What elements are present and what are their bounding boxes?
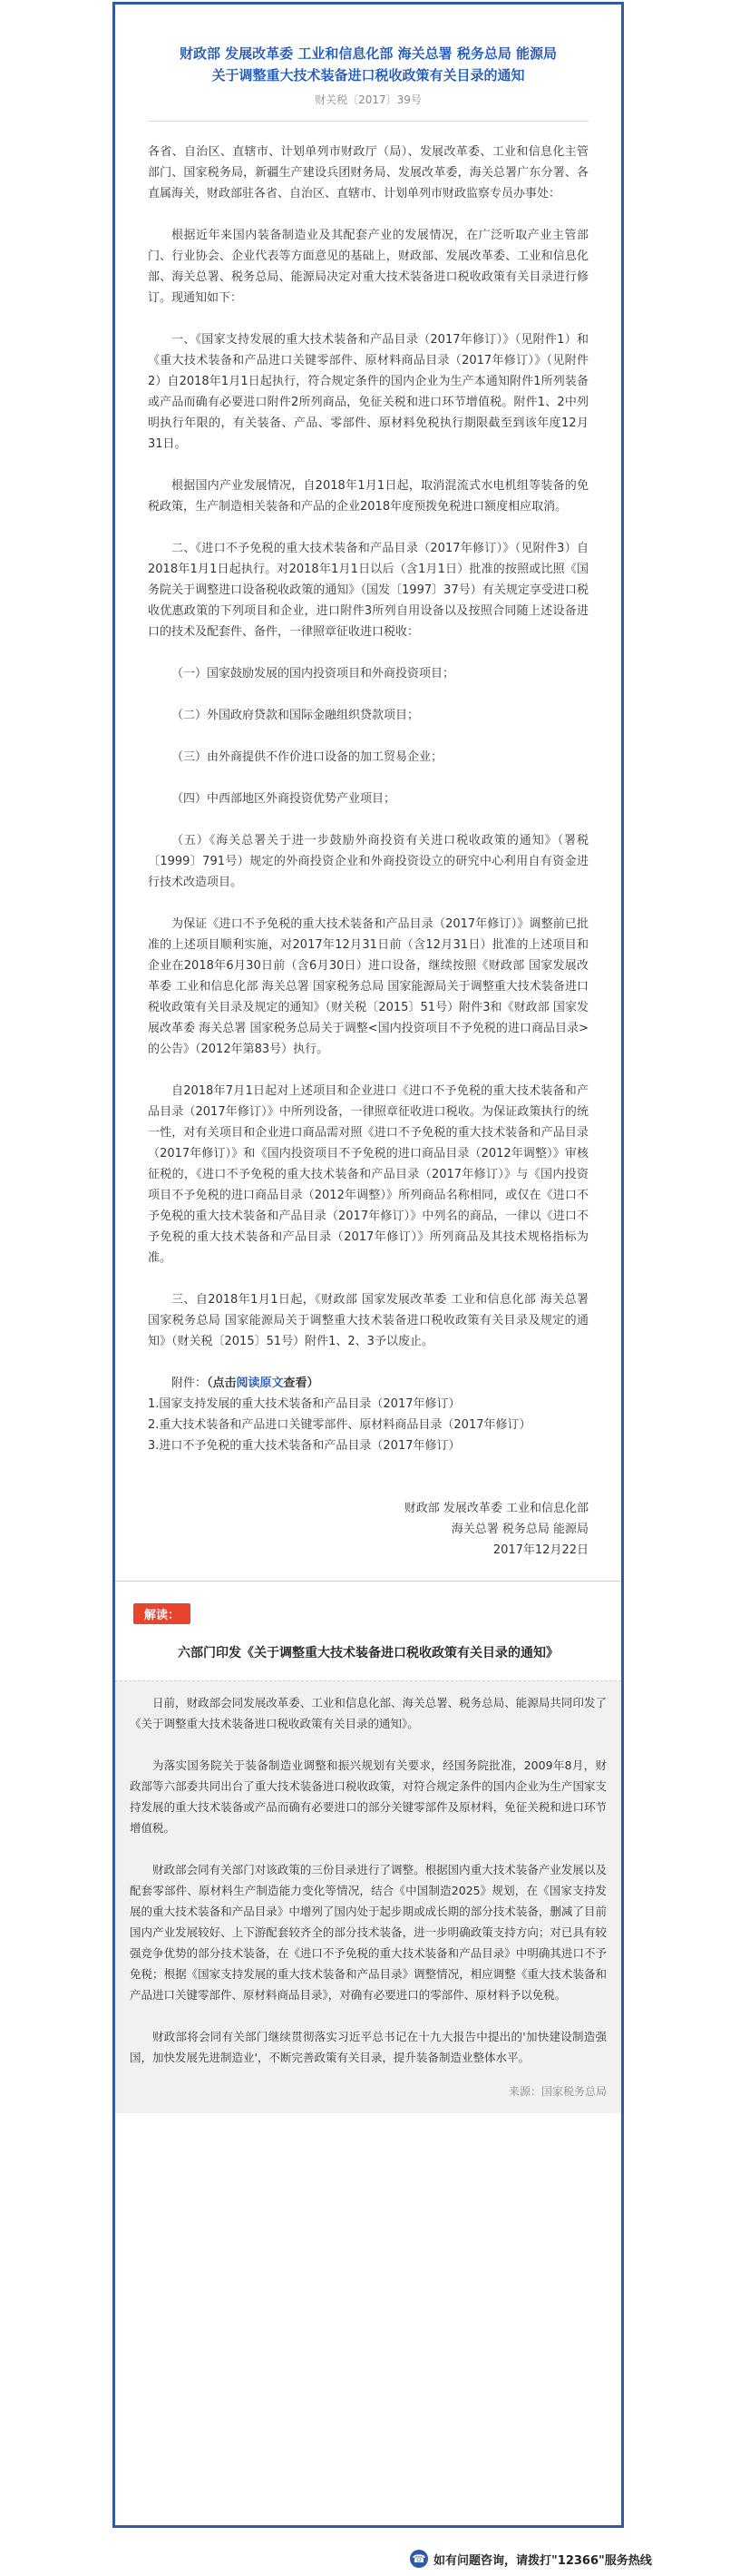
interpretation-paragraph: 财政部会同有关部门对该政策的三份目录进行了调整。根据国内重大技术装备产业发展以及配套零部件、原材料生产制造能力变化等情况，结合《中国制造2025》规划，在《国家支持发展的重大技术装备和产品目录》中增列了国内处于起步期或成长期的部分技术装备，删减了目前国内产业发展较好、上下游配套较齐全的部分技术装备，进一步明确政策支持方向；对已具有较强竞争优势的部分技术装备，在《进口不予免税的重大技术装备和产品目录》中明确其进口不予免税；根据《国家支持发展的重大技术装备和产品目录》调整情况，相应调整《重大技术装备和产品进口关键零部件、原材料商品目录》，对确有必要进口的零部件、原材料予以免税。 (130, 1863, 607, 2002)
paragraph-intro: 根据近年来国内装备制造业及其配套产业的发展情况，在广泛听取产业主管部门、行业协会、企业代表等方面意见的基础上，财政部、发展改革委、工业和信息化部、海关总署、税务总局、能源局决定对重大技术装备进口税收政策有关目录进行修订。现通知如下： (148, 229, 589, 305)
source-note: 来源：国家税务总局 (508, 2085, 607, 2098)
attachments-header (148, 1373, 589, 1394)
attachment-item: 1.国家支持发展的重大技术装备和产品目录（2017年修订） (148, 1397, 461, 1411)
list-item: （二）外国政府贷款和国际金融组织贷款项目； (171, 709, 420, 722)
attachments-hint-close: 查看） (283, 1376, 319, 1390)
paragraph-transition: 为保证《进口不予免税的重大技术装备和产品目录（2017年修订）》调整前已批准的上述项目顺利实施，对2017年12月31日前（含12月31日）批准的上述项目和企业在2018年6月30日前（含6月30日）进口设备，继续按照《财政部 国家发展改革委 工业和信息化部 海关总署 国家税务总局 国家能源局关于调整重大技术装备进口税收政策有关目录及规定的通知》（财关税〔2015〕51号）附件3和《财政部 国家发展改革委 海关总署 国家税务总局关于调整<国内投资项目不予免税的进口商品目录>的公告》（2012年第83号）执行。 (148, 917, 589, 1056)
attachment-item: 2.重大技术装备和产品进口关键零部件、原材料商品目录（2017年修订） (148, 1418, 531, 1432)
signature-agencies-1: 财政部 发展改革委 工业和信息化部 (404, 1502, 589, 1515)
list-item: （五）《海关总署关于进一步鼓励外商投资有关进口税收政策的通知》（署税〔1999〕791号）规定的外商投资企业和外商投资设立的研究中心利用自有资金进行技术改造项目。 (148, 834, 589, 889)
paragraph-unified-rule: 自2018年7月1日起对上述项目和企业进口《进口不予免税的重大技术装备和产品目录（2017年修订）》中所列设备，一律照章征收进口税收。为保证政策执行的统一性，对有关项目和企业进口商品需对照《进口不予免税的重大技术装备和产品目录（2017年修订）》和《国内投资项目不予免税的进口商品目录（2012年调整）》审核征税的，《进口不予免税的重大技术装备和产品目录（2017年修订）》与《国内投资项目不予免税的进口商品目录（2012年调整）》所列商品名称相同，或仅在《进口不予免税的重大技术装备和产品目录（2017年修订）》中列名的商品，一律以《进口不予免税的重大技术装备和产品目录（2017年修订）》所列商品及其技术规格指标为准。 (148, 1084, 589, 1265)
document-title: 关于调整重大技术装备进口税收政策有关目录的通知 (211, 67, 525, 83)
document-number: 财关税〔2017〕39号 (315, 93, 422, 106)
paragraph-section-1: 一、《国家支持发展的重大技术装备和产品目录（2017年修订）》（见附件1）和《重大技术装备和产品进口关键零部件、原材料商品目录（2017年修订）》（见附件2）自2018年1月1日起执行，符合规定条件的国内企业为生产本通知附件1所列装备或产品而确有必要进口附件2所列商品，免征关税和进口环节增值税。附件1、2中列明执行年限的，有关装备、产品、零部件、原材料免税执行期限截至到该年度12月31日。 (148, 333, 589, 451)
attachment-item: 3.进口不予免税的重大技术装备和产品目录（2017年修订） (148, 1439, 461, 1453)
interpretation-divider (115, 1581, 621, 1582)
header-divider (148, 121, 589, 122)
attachments-label: 附件： (171, 1376, 208, 1390)
interpretation-title: 六部门印发《关于调整重大技术装备进口税收政策有关目录的通知》 (178, 1646, 559, 1660)
list-item: （四）中西部地区外商投资优势产业项目； (171, 792, 396, 806)
issuing-agencies: 财政部 发展改革委 工业和信息化部 海关总署 税务总局 能源局 (179, 45, 558, 62)
paragraph-section-3: 三、自2018年1月1日起，《财政部 国家发展改革委 工业和信息化部 海关总署 国家税务总局 国家能源局关于调整重大技术装备进口税收政策有关目录及规定的通知》（财关税〔2015〕51号）附件1、2、3予以废止。 (148, 1293, 589, 1348)
signature-agencies-2: 海关总署 税务总局 能源局 (451, 1523, 589, 1536)
interpretation-paragraph: 财政部将会同有关部门继续贯彻落实习近平总书记在十九大报告中提出的'加快建设制造强国，加快发展先进制造业'，不断完善政策有关目录，提升装备制造业整体水平。 (130, 2030, 607, 2064)
hotline-text: 如有问题咨询，请拨打"12366"服务热线 (433, 2553, 652, 2568)
interpretation-box (115, 1680, 621, 2113)
read-original-link[interactable]: 阅读原文 (236, 1376, 284, 1390)
attachments-hint-open: （点击 (207, 1376, 237, 1390)
signature-date: 2017年12月22日 (492, 1543, 589, 1557)
phone-icon: ☎ (410, 2550, 428, 2568)
interpretation-paragraph: 为落实国务院关于装备制造业调整和振兴规划有关要求，经国务院批准，2009年8月，财政部等六部委共同出台了重大技术装备进口税收政策，对符合规定条件的国内企业为生产国家支持发展的重大技术装备或产品而确有必要进口的部分关键零部件及原材料，免征关税和进口环节增值税。 (130, 1758, 607, 1835)
paragraph-cancellation: 根据国内产业发展情况，自2018年1月1日起，取消混流式水电机组等装备的免税政策，生产制造相关装备和产品的企业2018年度预拨免税进口额度相应取消。 (148, 479, 589, 514)
list-item: （三）由外商提供不作价进口设备的加工贸易企业； (171, 750, 443, 764)
interpretation-badge: 解读： (133, 1603, 190, 1624)
hotline-bar (410, 2550, 652, 2568)
list-item: （一）国家鼓励发展的国内投资项目和外商投资项目； (171, 667, 455, 681)
document-frame (112, 2, 624, 2528)
salutation: 各省、自治区、直辖市、计划单列市财政厅（局）、发展改革委、工业和信息化主管部门、国家税务局，新疆生产建设兵团财务局、发展改革委，海关总署广东分署、各直属海关，财政部驻各省、自治区、直辖市、计划单列市财政监察专员办事处： (148, 145, 589, 201)
interpretation-paragraph: 日前，财政部会同发展改革委、工业和信息化部、海关总署、税务总局、能源局共同印发了《关于调整重大技术装备进口税收政策有关目录的通知》。 (130, 1696, 607, 1730)
paragraph-section-2: 二、《进口不予免税的重大技术装备和产品目录（2017年修订）》（见附件3）自2018年1月1日起执行。对2018年1月1日以后（含1月1日）批准的按照或比照《国务院关于调整进口设备税收政策的通知》（国发〔1997〕37号）有关规定享受进口税收优惠政策的下列项目和企业，进口附件3所列自用设备以及按照合同随上述设备进口的技术及配套件、备件，一律照章征收进口税收： (148, 542, 589, 639)
